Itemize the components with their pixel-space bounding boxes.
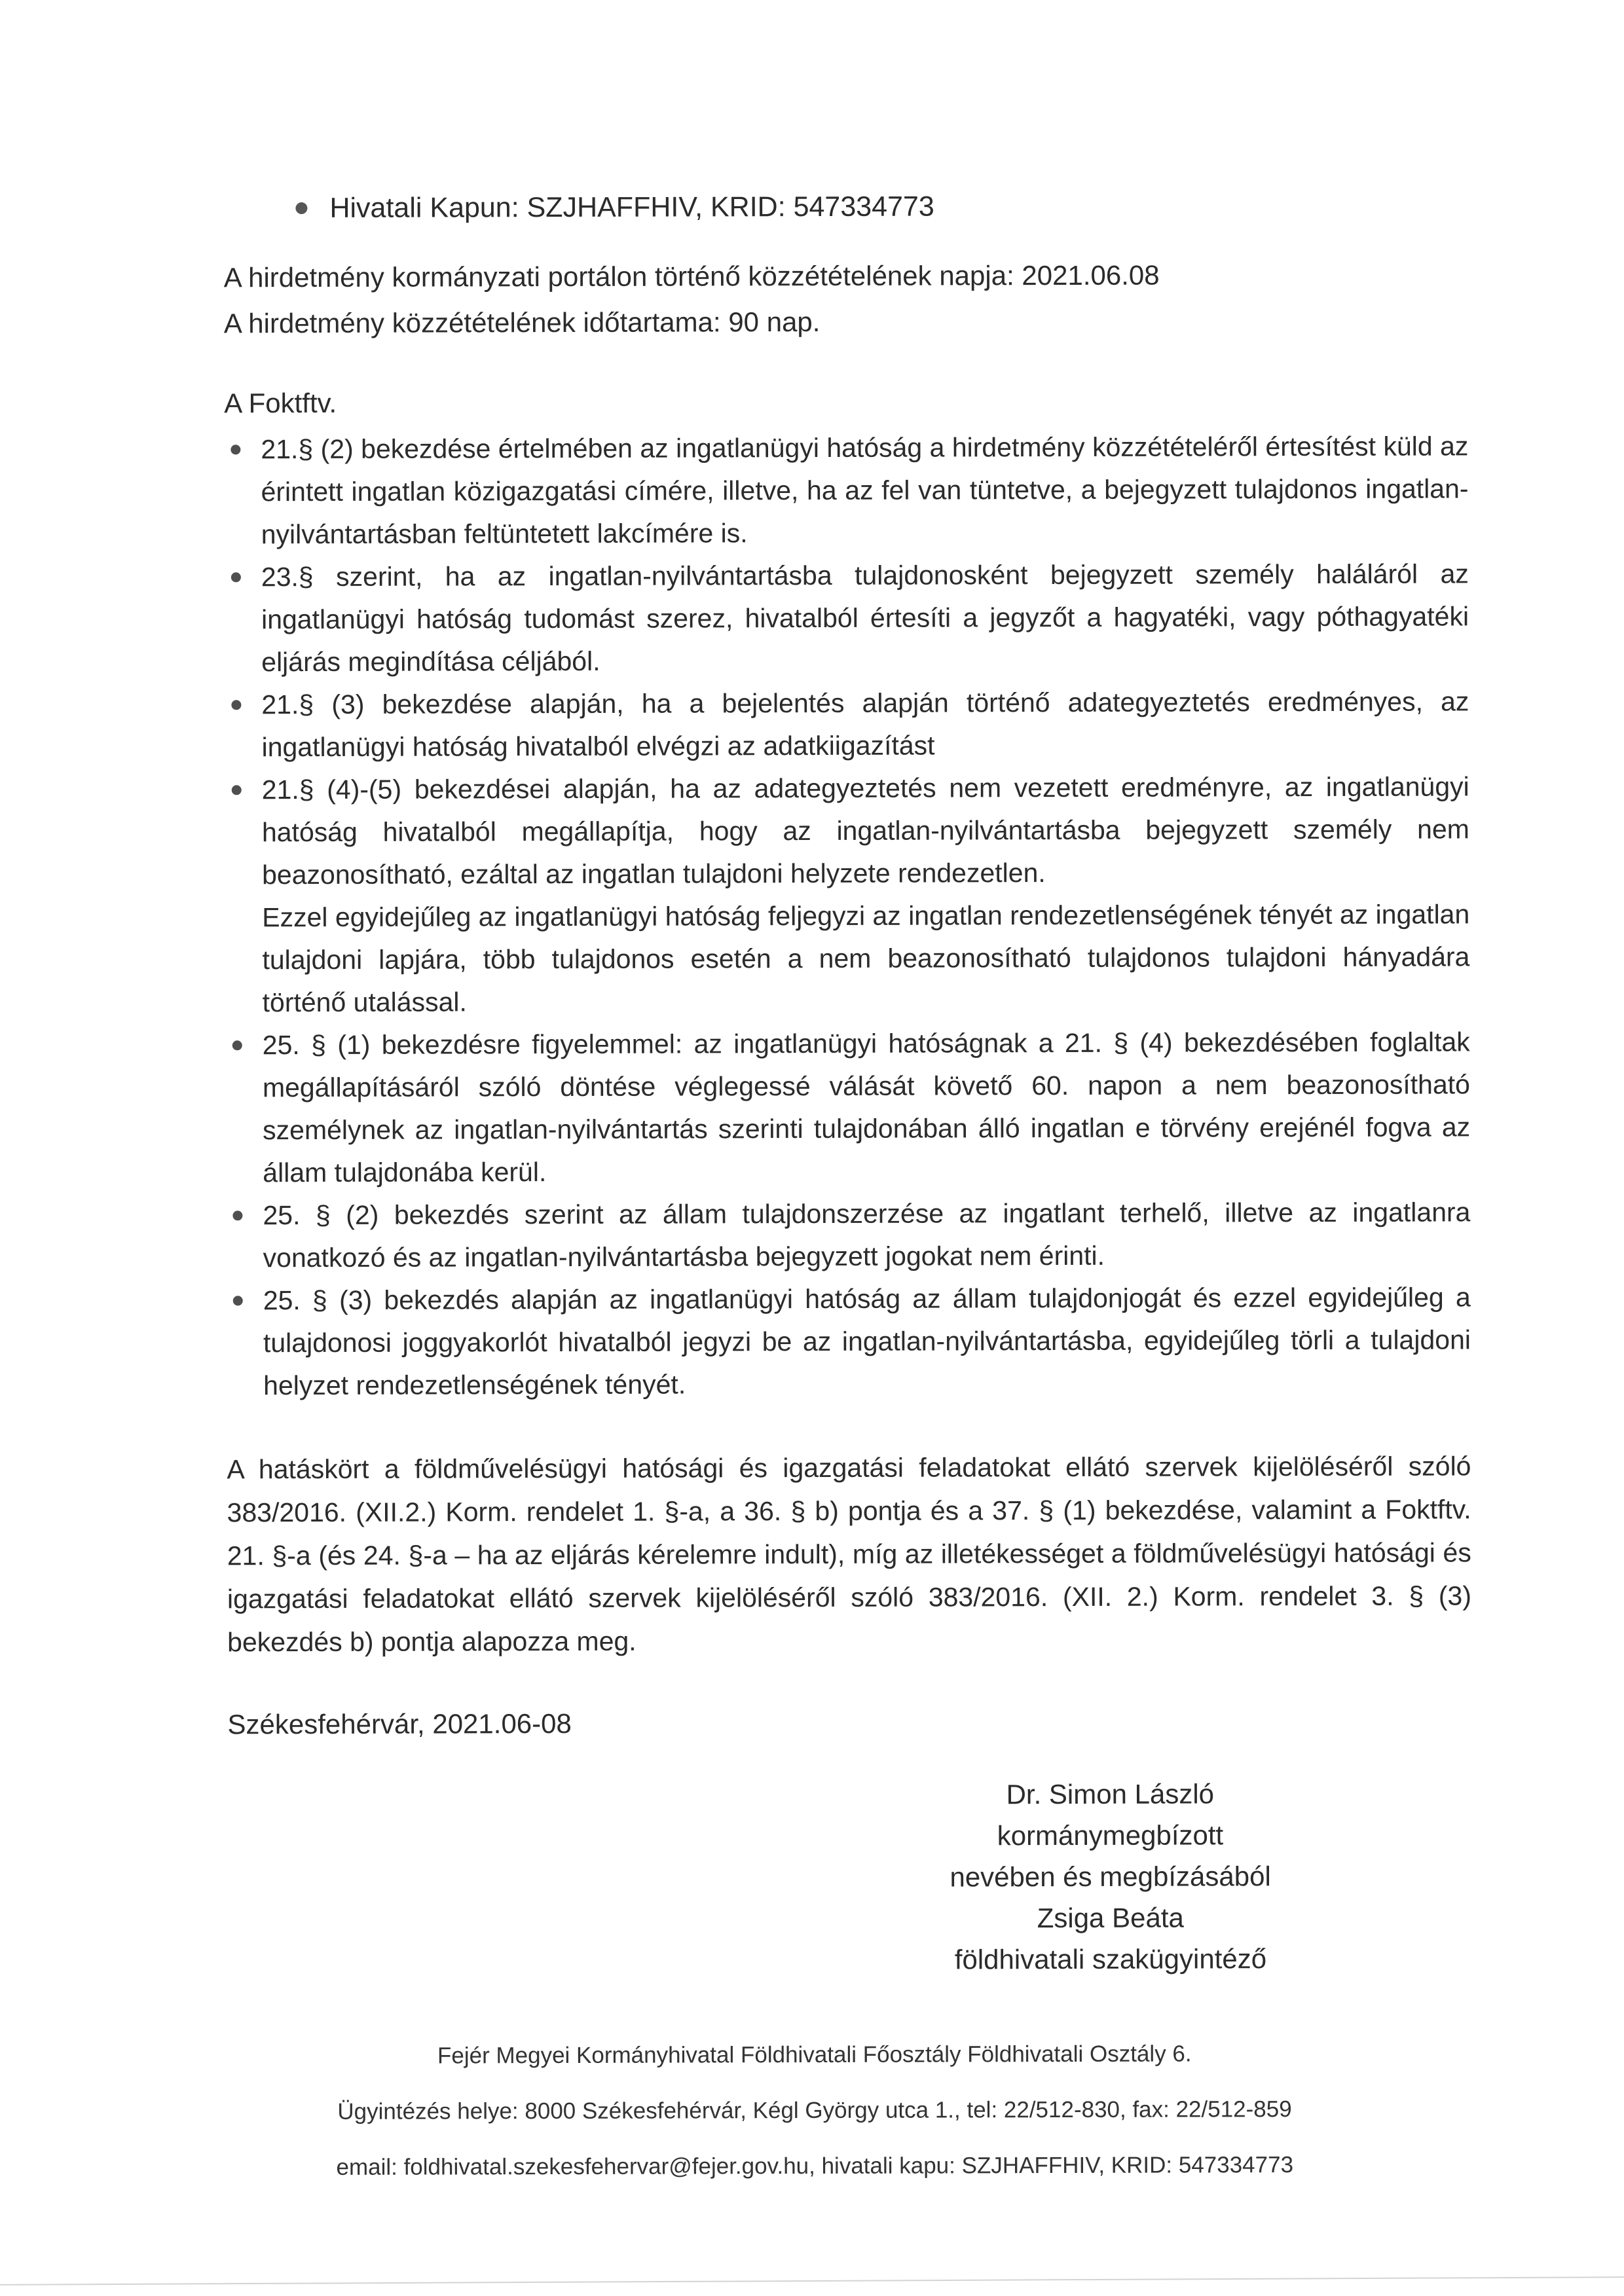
bullet-icon [233,1296,243,1305]
bullet-icon [231,445,240,454]
list-item [225,680,1469,769]
signature-line: földhivatali szakügyintéző [954,1943,1267,1975]
list-item-body [261,425,1469,556]
footer [3,2039,1624,2183]
list-item [227,1276,1471,1407]
list-item [224,425,1469,556]
list-item-body [263,1021,1471,1194]
jurisdiction-paragraph: A hatáskört a földművelésügyi hatósági és igazgatási feladatokat ellátó szervek kijelöléséről szóló 383/2016. (XII.2.) Korm. rendelet 1. §-a, a 36. § b) pontja és a 37. § (1) bekezdése, valamint a Foktftv. 21. §-a (és 24. §-a – ha az eljárás kérelemre indult), míg az illetékességet a földművelésügyi hatósági és igazgatási feladatokat ellátó szervek kijelöléséről szóló 383/2016. (XII. 2.) Korm. rendelet 3. § (3) bekezdés b) pontja alapozza meg. [227,1451,1472,1658]
list-item-body [263,1191,1470,1279]
footer-line: Fejér Megyei Kormányhivatal Földhivatali Főosztály Földhivatali Osztály 6. [437,2041,1192,2069]
signature-line: kormánymegbízott [997,1819,1224,1851]
list-item [225,553,1469,683]
dateline: Székesfehérvár, 2021.06-08 [227,1707,572,1740]
bullet-icon [232,1211,242,1220]
signature-line: Zsiga Beáta [1037,1902,1184,1934]
list-item [225,765,1470,1024]
provision-text: 21.§ (4)-(5) bekezdései alapján, ha az adategyeztetés nem vezetett eredményre, az ingatlanügyi hatóság hivatalból megállapítja, hogy az ingatlan-nyilvántartásba bejegyzett személy nem beazonosítható, ezáltal az ingatlan tulajdoni helyzete rendezetlen. [261,771,1469,890]
bullet-icon [231,700,241,710]
publication-info [224,251,1468,346]
list-item-body [261,553,1469,683]
list-item [226,1191,1470,1279]
signature-line: Dr. Simon László [1006,1778,1215,1810]
footer-line: email: foldhivatal.szekesfehervar@fejer.gov.hu, hivatali kapu: SZJHAFFHIV, KRID: 547334773 [336,2152,1294,2180]
law-provision-list [224,425,1471,1407]
footer-line: Ügyintézés helye: 8000 Székesfehérvár, Kégl György utca 1., tel: 22/512-830, fax: 22/512-859 [337,2096,1292,2124]
publication-info-line: A hirdetmény kormányzati portálon történő közzétételének napja: 2021.06.08 [223,259,1160,293]
provision-text: 21.§ (2) bekezdése értelmében az ingatlanügyi hatóság a hirdetmény közzétételéről értesítést küld az érintett ingatlan közigazgatási címére, illetve, ha az fel van tüntetve, a bejegyzett tulajdonos ingatlan-nyilvántartásban feltüntetett lakcímére is. [261,431,1469,550]
signature-block [932,1773,1289,1980]
signature-line: nevében és megbízásából [950,1861,1271,1893]
provision-text: 25. § (3) bekezdés alapján az ingatlanügyi hatóság az állam tulajdonjogát és ezzel egyidejűleg a tulajdonosi joggyakorlót hivatalból jegyzi be az ingatlan-nyilvántartásba, egyidejűleg törli a tulajdoni helyzet rendezetlenségének tényét. [263,1282,1471,1401]
official-gate-text: Hivatali Kapun: SZJHAFFHIV, KRID: 547334773 [329,191,934,224]
provision-text: 25. § (2) bekezdés szerint az állam tulajdonszerzése az ingatlant terhelő, illetve az ingatlanra vonatkozó és az ingatlan-nyilvántartásba bejegyzett jogokat nem érinti. [263,1197,1471,1273]
law-heading: A Foktftv. [224,387,337,419]
scan-artifact-line [0,2276,1624,2286]
provision-continuation: Ezzel egyidejűleg az ingatlanügyi hatóság feljegyzi az ingatlan rendezetlenségének tényét az ingatlan tulajdoni lapjára, több tulajdonos esetén a nem beazonosítható tulajdonos tulajdoni hányadára történő utalással. [262,899,1470,1018]
provision-text: 23.§ szerint, ha az ingatlan-nyilvántartásba tulajdonosként bejegyzett személy haláláról az ingatlanügyi hatóság tudomást szerez, hivatalból értesíti a jegyzőt a hagyatéki, vagy póthagyatéki eljárás megindítása céljából. [261,558,1469,678]
bullet-icon [231,572,241,582]
bullet-icon [232,1040,242,1050]
list-item-body [261,680,1469,769]
publication-info-line: A hirdetmény közzétételének időtartama: 90 nap. [223,306,821,339]
list-item-body [262,765,1470,1024]
official-gate-list-item [223,185,1467,228]
bullet-icon [295,202,307,214]
bullet-icon [232,785,242,795]
list-item [226,1021,1471,1194]
provision-text: 21.§ (3) bekezdése alapján, ha a bejelentés alapján történő adategyeztetés eredményes, az ingatlanügyi hatóság hivatalból elvégzi az adatkiigazítást [261,686,1469,763]
provision-text: 25. § (1) bekezdésre figyelemmel: az ingatlanügyi hatóságnak a 21. § (4) bekezdésében foglaltak megállapításáról szóló döntése véglegessé válását követő 60. napon a nem beazonosítható személynek az ingatlan-nyilvántartás szerinti tulajdonában álló ingatlan e törvény erejénél fogva az állam tulajdonába kerül. [262,1027,1471,1188]
list-item-body [263,1276,1471,1407]
